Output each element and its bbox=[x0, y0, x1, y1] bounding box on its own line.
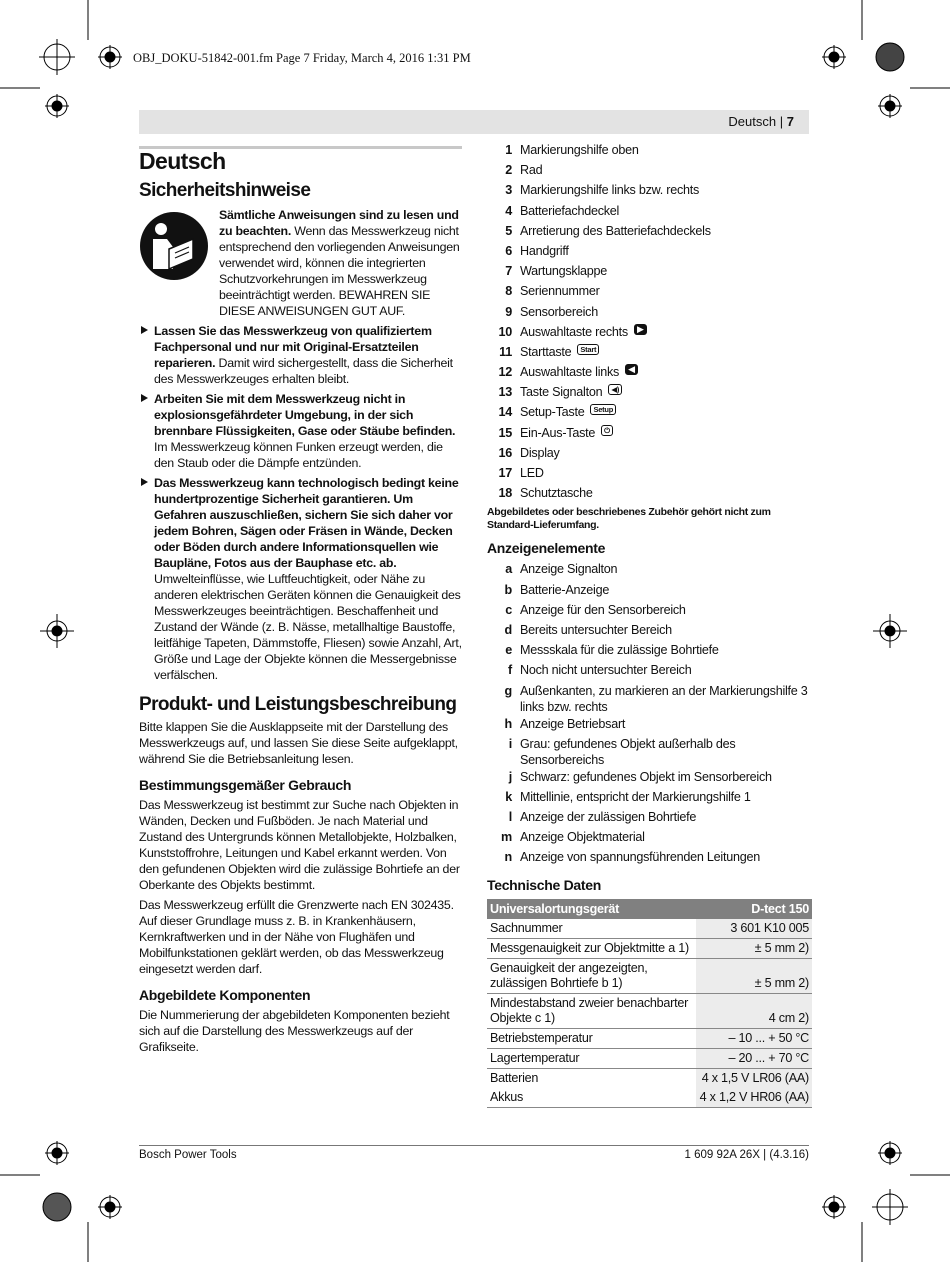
tech-table-row: Messgenauigkeit zur Objektmitte a 1) ± 5 mm 2) bbox=[487, 938, 812, 958]
footer-right: 1 609 92A 26X | (4.3.16) bbox=[684, 1149, 809, 1161]
component-item: 1 Markierungshilfe oben bbox=[505, 143, 639, 157]
display-elements-list bbox=[487, 560, 813, 868]
display-heading: Anzeigenelemente bbox=[487, 540, 606, 557]
component-item: 3 Markierungshilfe links bzw. rechts bbox=[505, 183, 700, 198]
tech-table-row: Batterien 4 x 1,5 V LR06 (AA) bbox=[487, 1068, 812, 1088]
display-element-item: j Schwarz: gefundenes Objekt im Sensorbereich bbox=[508, 769, 772, 784]
display-element-item: b Batterie-Anzeige bbox=[504, 582, 610, 597]
safety-bullet: Das Messwerkzeug kann technologisch bedingt keine hundertprozentige Sicherheit garantieren. Um Gefahren auszuschließen, sichern Sie sich daher vor jedem Bohren, Sägen oder Fräsen in Wände, Decken oder Böden durch andere Informationsquellen wie Baupläne, Fotos aus der Bauphase etc. ab. Umwelteinflüsse, wie Luftfeuchtigkeit, oder Nähe zu anderen elektrischen Geräten können die Genauigkeit des Messwerkzeuges beeinträchtigen. Beschaffenheit und Zustand der Wände (z. B. Nässe, metallhaltige Baustoffe, leitfähige Tapeten, Dämmstoffe, Fliesen) sowie Anzahl, Art, Größe und Lage der Objekte können die Messergebnisse verfälschen. bbox=[139, 475, 462, 683]
display-element-item: n Anzeige von spannungsführenden Leitungen bbox=[504, 850, 760, 865]
component-item: 6 Handgriff bbox=[505, 243, 569, 258]
display-element-item: m Anzeige Objektmaterial bbox=[501, 830, 645, 845]
components-list bbox=[487, 141, 813, 504]
read-manual-icon bbox=[139, 211, 209, 281]
left-column bbox=[139, 146, 462, 1059]
display-element-item: f Noch nicht untersuchter Bereich bbox=[508, 663, 692, 678]
page-header-band bbox=[139, 110, 809, 134]
component-item: 17 LED bbox=[498, 466, 544, 480]
safety-bullet: Arbeiten Sie mit dem Messwerkzeug nicht in explosionsgefährdeter Umgebung, in der sich brennbare Flüssigkeiten, Gase oder Stäube befinden. Im Messwerkzeug können Funken erzeugt werden, die den Staub oder die Dämpfe entzünden. bbox=[139, 391, 462, 471]
component-item: 2 Rad bbox=[505, 163, 543, 178]
key-icon: Start bbox=[577, 344, 599, 355]
product-text: Bitte klappen Sie die Ausklappseite mit der Darstellung des Messwerkzeugs auf, und lassen Sie diese Seite aufgeklappt, während Sie die Betriebsanleitung lesen. bbox=[139, 720, 458, 766]
tech-heading: Technische Daten bbox=[487, 876, 601, 893]
display-element-item: h Anzeige Betriebsart bbox=[504, 716, 626, 731]
component-item: 16 Display bbox=[498, 445, 560, 460]
tech-table-row: Mindestabstand zweier benachbarter Objekte c 1) 4 cm 2) bbox=[487, 993, 812, 1028]
key-icon: ⏻ bbox=[601, 425, 613, 436]
tech-table-row: Genauigkeit der angezeigten, zulässigen Bohrtiefe b 1) ± 5 mm 2) bbox=[487, 958, 812, 993]
component-item: 15 Ein-Aus-Taste ⏻ bbox=[487, 424, 813, 444]
tech-table-row: Akkus 4 x 1,2 V HR06 (AA) bbox=[487, 1088, 812, 1108]
tech-table-row: Betriebstemperatur – 10 ... + 50 °C bbox=[487, 1028, 812, 1048]
component-item: 14 Setup-Taste Setup bbox=[487, 403, 813, 423]
components-text: Die Nummerierung der abgebildeten Komponenten bezieht sich auf die Darstellung des Messwerkzeugs auf der Grafikseite. bbox=[139, 1008, 450, 1054]
display-element-item: a Anzeige Signalton bbox=[505, 562, 618, 577]
footer-left: Bosch Power Tools bbox=[139, 1149, 237, 1161]
component-item: 8 Seriennummer bbox=[505, 284, 600, 299]
display-element-item: k Mittellinie, entspricht der Markierungshilfe 1 bbox=[505, 789, 751, 804]
display-element-item: e Messskala für die zulässige Bohrtiefe bbox=[505, 643, 719, 658]
tech-table-row: Sachnummer 3 601 K10 005 bbox=[487, 919, 812, 939]
use-heading: Bestimmungsgemäßer Gebrauch bbox=[139, 777, 352, 793]
tech-table-head-left: Universalortungsgerät bbox=[487, 899, 696, 919]
tech-table-row: Lagertemperatur – 20 ... + 70 °C bbox=[487, 1048, 812, 1068]
component-item: 10 Auswahltaste rechts ▶ bbox=[487, 323, 813, 343]
component-item: 11 Starttaste Start bbox=[487, 343, 813, 363]
tech-table-head-right: D-tect 150 bbox=[696, 899, 812, 919]
display-element-item: i Grau: gefundenes Objekt außerhalb des Sensorbereichs bbox=[508, 736, 736, 767]
print-info: OBJ_DOKU-51842-001.fm Page 7 Friday, March 4, 2016 1:31 PM bbox=[133, 51, 471, 65]
components-heading: Abgebildete Komponenten bbox=[139, 987, 311, 1003]
tech-table bbox=[487, 899, 812, 1108]
component-item: 18 Schutztasche bbox=[498, 486, 593, 501]
component-item: 5 Arretierung des Batteriefachdeckels bbox=[505, 223, 711, 238]
safety-intro: Sämtliche Anweisungen sind zu lesen und zu beachten. Wenn das Messwerkzeug nicht entsprechend den vorliegenden Anweisungen verwendet wird, können die integrierten Schutzvorkehrungen im Messwerkzeug beeinträchtigt werden. BEWAHREN SIE DIESE ANWEISUNGEN GUT AUF. bbox=[139, 207, 462, 319]
page-header: Deutsch | 7 bbox=[728, 114, 794, 129]
display-element-item: d Bereits untersuchter Bereich bbox=[504, 622, 672, 637]
right-column bbox=[487, 141, 813, 1108]
safety-heading: Sicherheitshinweise bbox=[139, 180, 311, 201]
use-paragraph-2: Das Messwerkzeug erfüllt die Grenzwerte nach EN 302435. Auf dieser Grundlage muss z. B. in Krankenhäusern, Kernkraftwerken und in der Nähe von Flughäfen und Mobilfunkstationen geklärt werden, ob das Messwerkzeug eingesetzt werden darf. bbox=[139, 898, 454, 976]
key-icon: ▶ bbox=[634, 324, 647, 335]
accessory-note: Abgebildetes oder beschriebenes Zubehör gehört nicht zum Standard-Lieferumfang. bbox=[487, 506, 771, 532]
key-icon: Setup bbox=[590, 404, 616, 415]
component-item: 13 Taste Signalton ◀) bbox=[487, 383, 813, 403]
page-title: Deutsch bbox=[139, 148, 226, 174]
component-item: 12 Auswahltaste links ◀ bbox=[487, 363, 813, 383]
component-item: 7 Wartungsklappe bbox=[505, 264, 608, 279]
component-item: 4 Batteriefachdeckel bbox=[505, 203, 620, 218]
display-element-item: c Anzeige für den Sensorbereich bbox=[505, 602, 686, 617]
key-icon: ◀ bbox=[625, 364, 638, 375]
display-element-item: l Anzeige der zulässigen Bohrtiefe bbox=[508, 810, 697, 825]
component-item: 9 Sensorbereich bbox=[505, 304, 598, 319]
display-element-item: g Außenkanten, zu markieren an der Markierungshilfe 3 links bzw. rechts bbox=[504, 683, 808, 714]
page-footer bbox=[139, 1145, 809, 1161]
key-icon: ◀) bbox=[608, 384, 622, 395]
product-heading: Produkt- und Leistungsbeschreibung bbox=[139, 694, 457, 715]
use-paragraph-1: Das Messwerkzeug ist bestimmt zur Suche nach Objekten in Wänden, Decken und Fußböden. Je nach Material und Zustand des Untergrunds können Metallobjekte, Holzbalken, Kunststoffrohre, Leitungen und Kabel erkannt werden. Von den gefundenen Objekten wird die zulässige Bohrtiefe an der Oberkante des Objekts bestimmt. bbox=[139, 798, 460, 892]
safety-bullet: Lassen Sie das Messwerkzeug von qualifiziertem Fachpersonal und nur mit Original-Ersatzteilen reparieren. Damit wird sichergestellt, dass die Sicherheit des Messwerkzeuges erhalten bleibt. bbox=[139, 323, 462, 387]
